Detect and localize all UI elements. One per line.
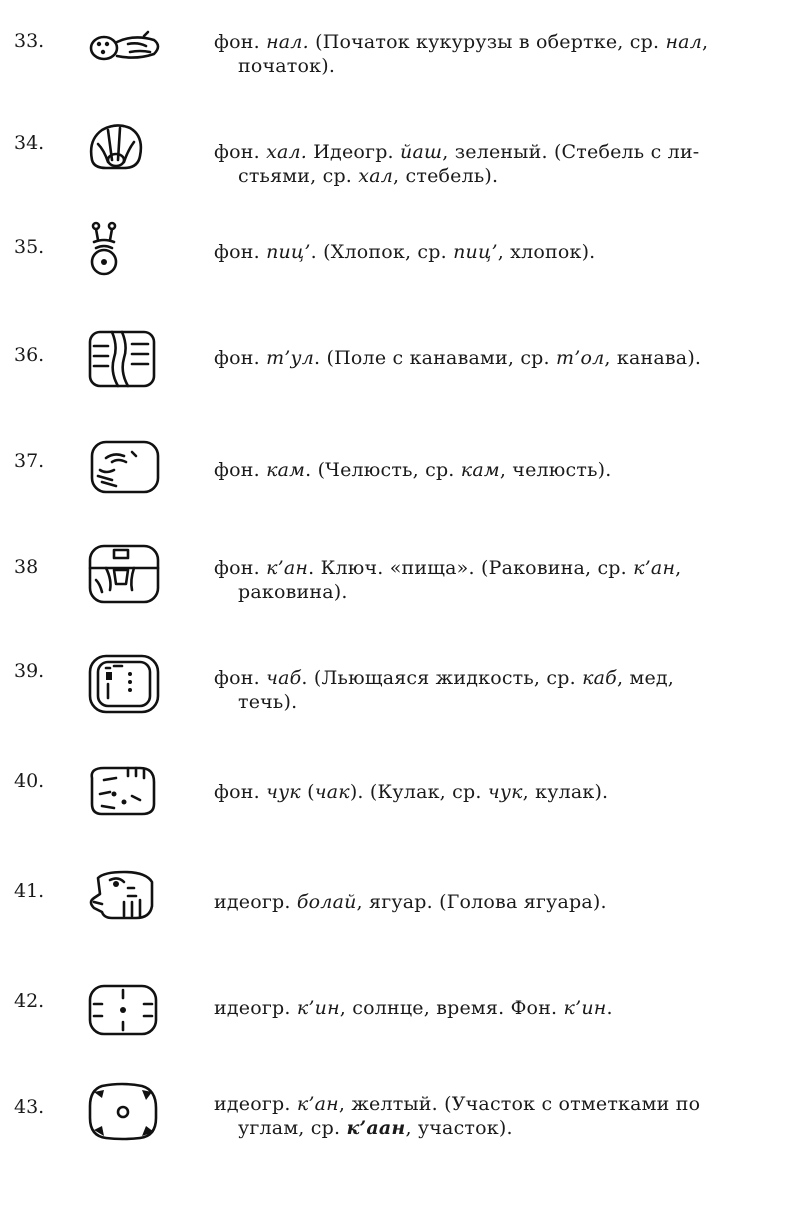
entry-number: 33.	[14, 30, 45, 52]
italic-term: болай	[296, 891, 357, 913]
entry-40	[0, 770, 800, 880]
shell-glyph-icon	[84, 544, 164, 604]
entry-line: идеогр. к’ин, солнце, время. Фон. к’ин.	[214, 997, 613, 1019]
corner-marks-glyph-icon	[84, 1082, 164, 1142]
field-ditches-glyph-icon	[84, 328, 164, 390]
italic-term: чук	[487, 781, 523, 803]
entry-number: 43.	[14, 1096, 45, 1118]
flowing-liquid-glyph-icon	[84, 654, 164, 714]
entry-text	[214, 30, 778, 78]
jaguar-head-glyph-icon	[84, 868, 164, 924]
entry-line: початок).	[238, 55, 336, 77]
italic-term: пиц’	[266, 241, 311, 263]
corn-ear-glyph-icon	[84, 30, 164, 70]
entry-line: раковина).	[238, 581, 348, 603]
italic-term: нал	[665, 31, 702, 53]
entry-text	[214, 666, 778, 714]
entry-line: течь).	[238, 691, 298, 713]
entry-line: фон. кам. (Челюсть, ср. кам, челюсть).	[214, 459, 612, 481]
sun-glyph-icon	[84, 982, 164, 1038]
italic-term: каб	[582, 667, 617, 689]
italic-term: пиц’	[453, 241, 498, 263]
italic-term: хал	[358, 165, 394, 187]
entry-text	[214, 458, 778, 482]
italic-term: кам	[266, 459, 306, 481]
entry-number: 41.	[14, 880, 45, 902]
fist-glyph-icon	[84, 764, 164, 818]
entry-number: 35.	[14, 236, 45, 258]
italic-term: т’ул	[266, 347, 315, 369]
entry-text	[214, 996, 778, 1020]
italic-term: к’ин	[563, 997, 607, 1019]
entry-number: 42.	[14, 990, 45, 1012]
italic-term: чаб	[266, 667, 302, 689]
entry-line: фон. пиц’. (Хлопок, ср. пиц’, хлопок).	[214, 241, 596, 263]
entry-line: фон. к’ан. Ключ. «пища». (Раковина, ср. к’ан,	[214, 557, 682, 579]
entry-number: 36.	[14, 344, 45, 366]
entry-number: 40.	[14, 770, 45, 792]
entry-number: 39.	[14, 660, 45, 682]
entry-43	[0, 1093, 800, 1206]
entry-number: 37.	[14, 450, 45, 472]
entry-text	[214, 556, 778, 604]
italic-term: к’ин	[296, 997, 340, 1019]
italic-term: чак	[314, 781, 350, 803]
italic-term: к’ан	[633, 557, 676, 579]
stem-leaves-glyph-icon	[84, 120, 154, 176]
entry-number: 38	[14, 556, 39, 578]
jaw-glyph-icon	[84, 438, 164, 496]
entry-line: стьями, ср. хал, стебель).	[238, 165, 499, 187]
entry-41	[0, 880, 800, 990]
entry-39	[0, 660, 800, 770]
entry-line: фон. чук (чак). (Кулак, ср. чук, кулак).	[214, 781, 609, 803]
entry-38	[0, 556, 800, 666]
italic-term: йаш	[400, 141, 443, 163]
italic-term: чук	[266, 781, 301, 803]
entry-text	[214, 240, 778, 264]
entry-line: фон. нал. (Початок кукурузы в обертке, ср. нал,	[214, 31, 709, 53]
italic-term: нал.	[266, 31, 309, 53]
entry-line: углам, ср. к’аан, участок).	[238, 1117, 513, 1139]
entry-line: фон. хал. Идеогр. йаш, зеленый. (Стебель с ли-	[214, 141, 700, 163]
entry-text	[214, 1092, 778, 1140]
entry-line: идеогр. болай, ягуар. (Голова ягуара).	[214, 891, 607, 913]
italic-term: т’ол	[556, 347, 605, 369]
entry-text	[214, 140, 778, 188]
entry-line: фон. т’ул. (Поле с канавами, ср. т’ол, канава).	[214, 347, 702, 369]
italic-term: к’ан	[296, 1093, 339, 1115]
entry-text	[214, 346, 778, 370]
entry-line: фон. чаб. (Льющаяся жидкость, ср. каб, мед,	[214, 667, 675, 689]
italic-term: кам	[460, 459, 500, 481]
bold-italic-term: к’аан	[346, 1117, 406, 1139]
entry-line: идеогр. к’ан, желтый. (Участок с отметками по	[214, 1093, 701, 1115]
italic-term: хал.	[266, 141, 308, 163]
italic-term: к’ан	[266, 557, 309, 579]
entry-text	[214, 780, 778, 804]
cotton-glyph-icon	[84, 220, 134, 280]
entry-text	[214, 890, 778, 914]
entry-number: 34.	[14, 132, 45, 154]
